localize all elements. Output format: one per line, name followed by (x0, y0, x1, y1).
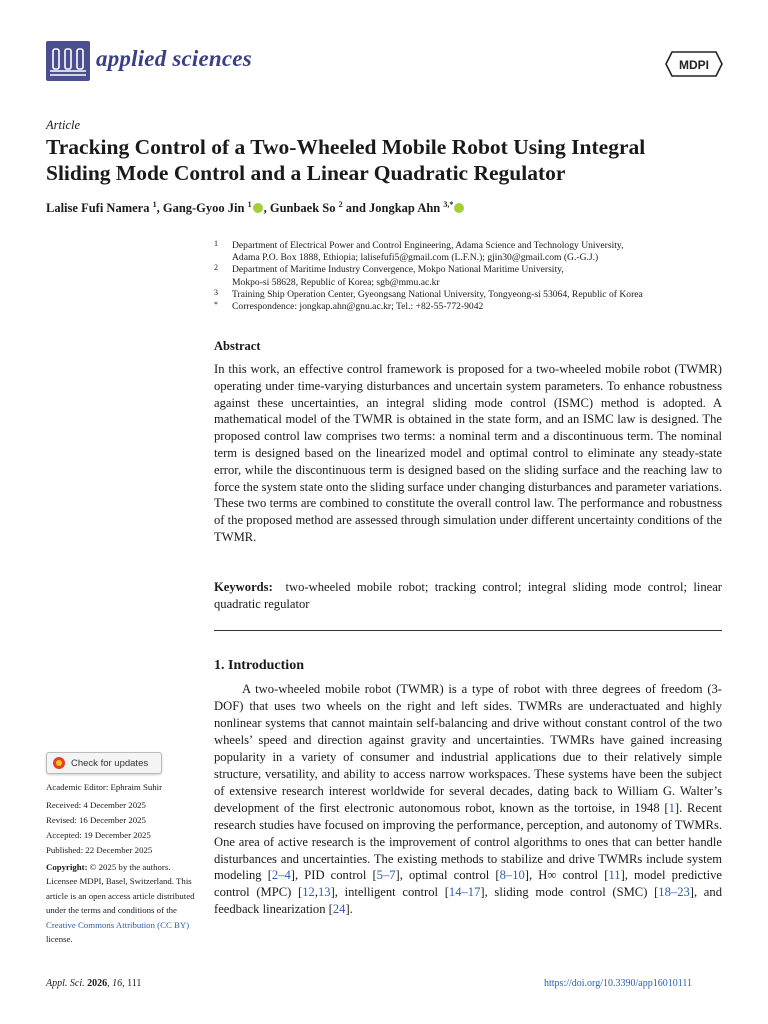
intro-text: , (314, 885, 318, 900)
citation-link[interactable]: 24 (332, 902, 346, 917)
abstract-heading: Abstract (214, 339, 261, 353)
affiliation-item (214, 301, 734, 313)
affiliation-line: Adama P.O. Box 1888, Ethiopia; lalisefufi5@gmail.com (L.F.N.); gjin30@gmail.com (G.-G.J.) (232, 252, 599, 264)
intro-text: ], PID control [ (290, 868, 377, 883)
citation-link[interactable]: 14–17 (448, 885, 481, 900)
author-name: Gunbaek So (269, 201, 336, 216)
citation-link[interactable]: 18–23 (658, 885, 690, 900)
citation-article-no: 111 (127, 978, 142, 989)
revised-date: Revised: 16 December 2025 (46, 815, 146, 825)
citation-link[interactable]: 5–7 (376, 868, 396, 883)
citation-link[interactable]: 2–4 (271, 868, 291, 883)
affiliation-mark: 2 (214, 263, 218, 273)
intro-text: ], optimal control [ (395, 868, 500, 883)
copyright-text: © 2025 by the authors. Licensee MDPI, Basel, Switzerland. This article is an open access article distributed under the terms and conditions of the (46, 862, 195, 916)
check-updates-icon (53, 757, 65, 769)
accepted-date: Accepted: 19 December 2025 (46, 830, 151, 840)
intro-text: ], model predictive control (MPC) [ (214, 868, 723, 900)
copyright-label: Copyright: (46, 862, 88, 872)
citation-link[interactable]: 13 (317, 885, 331, 900)
section-heading: 1. Introduction (214, 658, 304, 673)
journal-name: applied sciences (96, 46, 252, 71)
article-title (46, 134, 736, 186)
citation-link[interactable]: 12 (302, 885, 315, 900)
check-for-updates-button[interactable] (46, 752, 162, 774)
divider (214, 630, 722, 631)
title-line-1: Tracking Control of a Two-Wheeled Mobile Robot Using Integral (46, 135, 646, 159)
affiliation-item (214, 289, 734, 301)
orcid-icon[interactable] (253, 203, 263, 213)
author-name: Jongkap Ahn (369, 201, 441, 216)
received-date: Received: 4 December 2025 (46, 800, 146, 810)
author-affiliation-mark: 1 (152, 200, 157, 209)
flask-icon (46, 41, 90, 81)
intro-text: ], sliding mode control (SMC) [ (480, 885, 659, 900)
keywords (214, 579, 722, 613)
author-affiliation-mark: 1 (247, 200, 252, 209)
affiliations (214, 240, 734, 313)
mdpi-logo-icon (664, 50, 724, 78)
academic-editor: Academic Editor: Ephraim Suhir (46, 782, 163, 792)
affiliation-mark: * (214, 300, 218, 310)
affiliation-line: Training Ship Operation Center, Gyeongsang National University, Tongyeong-si 53064, Republic of Korea (232, 288, 643, 300)
affiliation-mark: 1 (214, 239, 218, 248)
article-type: Article (46, 118, 81, 132)
doi-link[interactable]: https://doi.org/10.3390/app16010111 (544, 978, 692, 989)
affiliation-line: Correspondence: jongkap.ahn@gnu.ac.kr; Tel.: +82-55-772-9042 (232, 301, 484, 313)
intro-text: A two-wheeled mobile robot (TWMR) is a type of robot with three degrees of freedom (3-DOF) that uses two wheels on the right and left sides. TWMRs are underactuated and highly nonlinear systems that cannot maintain self-balancing and drive without constant control of the two wheels’ speed and direction against gravity and uncertainties. TWMRs have gained increasing popularity in a variety of consumer and industrial applications due to their relatively simple structure, versatility, and ability to access narrow workspaces. These systems have been the subject of extensive research interest worldwide for several decades, dating back to William G. Walter’s development of the first electronic autonomous robot, known as the tortoise, in 1948 [ (214, 682, 722, 815)
intro-text: ]. (345, 902, 353, 917)
svg-text:MDPI: MDPI (679, 58, 709, 72)
citation-year: 2026 (87, 978, 108, 989)
abstract-text: In this work, an effective control framework is proposed for a two-wheeled mobile robot (TWMR) operating under time-varying disturbances and uncertain system parameters. To enhance robustness against these uncertainties, an integral sliding mode control (ISMC) method is adopted. A mathematical model of the TWMR is obtained in the state form, and an ISMC law is designed. The proposed control law comprises two terms: a nominal term and a discontinuous term. The nominal term is designed based on the linearized model and optimal control to eliminate any steady-state error, while the discontinuous term is designed based on the sliding surface and the reaching law to force the system state onto the sliding surface under changing disturbances and parameter variations. These two terms are combined to constitute the overall control law. The performance and robustness of the proposed method are assessed through simulation under different uncertainty conditions of the TWMR. (214, 362, 722, 544)
published-date: Published: 22 December 2025 (46, 845, 153, 855)
orcid-icon[interactable] (454, 203, 464, 213)
title-line-2: Sliding Mode Control and a Linear Quadratic Regulator (46, 161, 566, 185)
copyright-notice (46, 860, 196, 946)
journal-abbr: Appl. Sci. (46, 978, 85, 989)
affiliation-line: Department of Electrical Power and Control Engineering, Adama Science and Technology University, (232, 240, 624, 251)
license-link[interactable]: Creative Commons Attribution (CC BY) (46, 919, 190, 930)
intro-text: ], and feedback linearization [ (214, 885, 722, 917)
license-tail: license. (46, 934, 73, 945)
author-name: Gang-Gyoo Jin (162, 201, 245, 216)
check-updates-label: Check for updates (71, 757, 149, 769)
footer-citation: Appl. Sci. 2026, 16, 111 (46, 978, 142, 989)
publisher-logo (664, 50, 724, 78)
affiliation-item (214, 264, 734, 288)
affiliation-line: Mokpo-si 58628, Republic of Korea; sgb@mmu.ac.kr (232, 276, 440, 288)
citation-link[interactable]: 11 (608, 868, 621, 883)
keywords-text: two-wheeled mobile robot; tracking control; integral sliding mode control; linear quadratic regulator (214, 580, 722, 611)
author-list: Lalise Fufi Namera $^1$, Gang-Gyoo Jin $^1$ , Gunbaek So $^2$ and Jongkap Ahn $^{3,*}$ (46, 200, 736, 216)
citation-volume: 16 (112, 978, 123, 989)
affiliation-item (214, 240, 734, 264)
author-name: Lalise Fufi Namera (46, 201, 150, 216)
affiliation-line: Department of Maritime Industry Convergence, Mokpo National Maritime University, (232, 264, 564, 276)
citation-link[interactable]: 1 (668, 800, 675, 815)
intro-text: ]. Recent research studies have focused on improving the performance, perception, and autonomy of TWMRs. One area of active research is the improvement of control algorithms to ones that can better handle disturbances and uncertainties. The existing methods to stabilize and drive TWMRs include system modeling [ (214, 800, 722, 883)
journal-logo (46, 41, 90, 81)
citation-link[interactable]: 8–10 (499, 868, 525, 883)
keywords-label: Keywords: (214, 580, 273, 594)
intro-paragraph (214, 681, 722, 918)
affiliation-mark: 3 (214, 287, 218, 297)
author-affiliation-mark: 3,* (443, 200, 454, 209)
intro-text: ], H∞ control [ (524, 868, 609, 883)
intro-text: ], intelligent control [ (330, 885, 449, 900)
author-affiliation-mark: 2 (338, 200, 343, 209)
